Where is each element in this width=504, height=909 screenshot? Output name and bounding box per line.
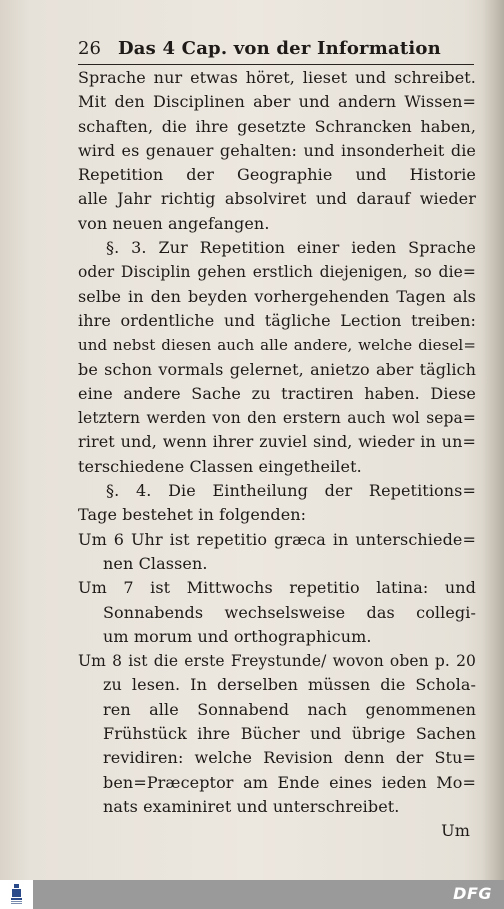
- text-line: be schon vormals gelernet, anietzo aber täglich: [78, 359, 476, 379]
- institution-logo-icon: [11, 884, 22, 904]
- text-line: oder Disciplin gehen erstlich diejenigen, so die=: [78, 263, 476, 282]
- text-line: Tage bestehet in folgenden:: [78, 505, 307, 525]
- text-line: und nebst diesen auch alle andere, welche diesel=: [78, 336, 476, 355]
- page-body: [78, 66, 476, 844]
- text-line: letztern werden von den erstern auch wol sepa=: [78, 409, 476, 428]
- schedule-entry-7: Um 7 ist Mittwochs repetitio latina: und: [78, 578, 476, 598]
- page-header: [78, 36, 476, 62]
- text-line: ihre ordentliche und tägliche Lection treiben:: [78, 310, 476, 330]
- text-line: Mit den Disciplinen aber und andern Wissen=: [78, 92, 476, 112]
- catchword: Um: [441, 821, 470, 841]
- text-line: von neuen angefangen.: [78, 213, 270, 233]
- institution-logo[interactable]: [0, 880, 33, 909]
- header-rule: [78, 64, 474, 65]
- text-line: um morum und orthographicum.: [103, 626, 372, 646]
- page-edge-shadow: [482, 0, 504, 880]
- text-line: eine andere Sache zu tractiren haben. Diese: [78, 383, 476, 403]
- text-line: ren alle Sonnabend nach genommenen: [103, 699, 476, 719]
- text-line: alle Jahr richtig absolviret und darauf wieder: [78, 189, 476, 209]
- text-line: nats examiniret und unterschreibet.: [103, 796, 400, 816]
- text-line: nen Classen.: [103, 553, 208, 573]
- schedule-entry-8: Um 8 ist die erste Freystunde/ wovon oben p. 20: [78, 652, 476, 671]
- text-line: riret und, wenn ihrer zuviel sind, wieder in un=: [78, 432, 476, 452]
- text-line: wird es genauer gehalten: und insonderheit die: [78, 140, 476, 160]
- paragraph-3-start: §. 3. Zur Repetition einer ieden Sprache: [106, 238, 476, 258]
- dfg-logo[interactable]: DFG: [453, 884, 492, 903]
- text-line: Sonnabends wechselsweise das collegi-: [103, 602, 476, 622]
- schedule-entry-6: Um 6 Uhr ist repetitio græca in unterschiede=: [78, 529, 476, 549]
- text-line: zu lesen. In derselben müssen die Schola-: [103, 675, 476, 695]
- paragraph-4-start: §. 4. Die Eintheilung der Repetitions=: [106, 481, 476, 501]
- text-line: Repetition der Geographie und Historie: [78, 165, 476, 185]
- viewer-footer-bar: [0, 880, 504, 909]
- text-line: schaften, die ihre gesetzte Schrancken haben,: [78, 116, 476, 136]
- text-line: ben=Præceptor am Ende eines ieden Mo=: [103, 772, 476, 792]
- page-number: 26: [78, 38, 101, 59]
- text-line: revidiren: welche Revision denn der Stu=: [103, 748, 476, 768]
- running-head: Das 4 Cap. von der Information: [118, 38, 441, 59]
- text-line: Sprache nur etwas höret, lieset und schreibet.: [78, 68, 476, 87]
- text-line: Frühstück ihre Bücher und übrige Sachen: [103, 724, 476, 744]
- text-line: terschiedene Classen eingetheilet.: [78, 456, 362, 476]
- text-line: selbe in den beyden vorhergehenden Tagen als: [78, 286, 476, 306]
